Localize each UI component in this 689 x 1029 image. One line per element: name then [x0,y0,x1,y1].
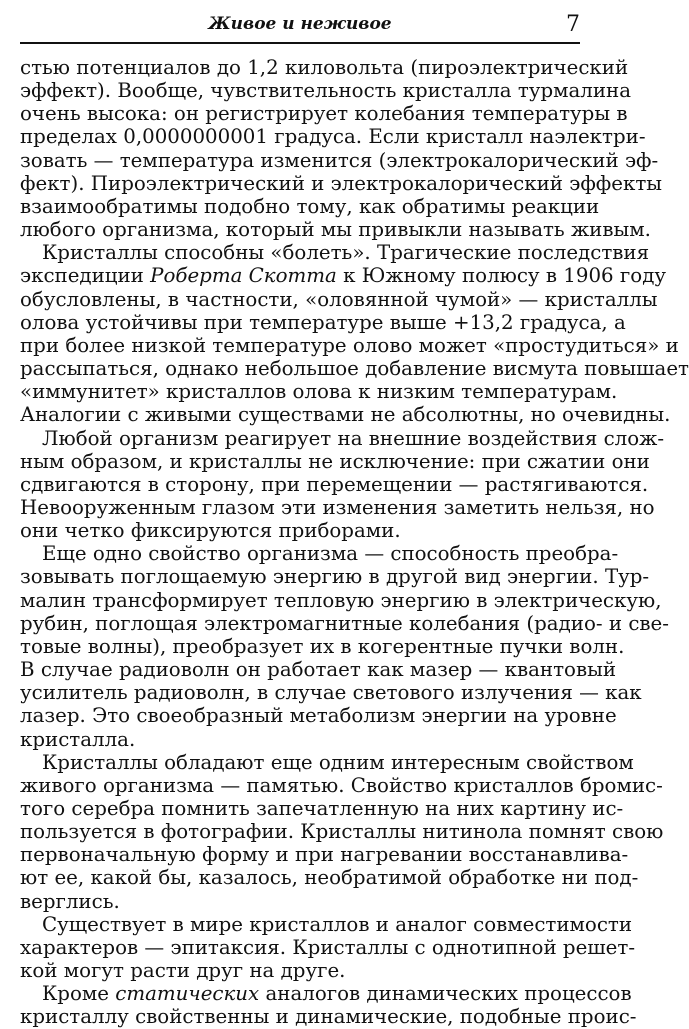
paragraph [20,426,665,543]
paragraph [20,542,669,751]
running-header [20,8,580,44]
text-line: рассыпаться, однако небольшое добавление висмута повышает [20,357,689,381]
text-line: первоначальную форму и при нагревании восстанавлива- [20,843,629,867]
text-line: лазер. Это своеобразный метаболизм энергии на уровне [20,704,617,728]
text-line: того серебра помнить запечатленную на них картину ис- [20,797,624,820]
text-line: стью потенциалов до 1,2 киловольта (пироэлектрический [20,56,629,79]
text-line: олова устойчивы при температуре выше +13,2 градуса, а [20,310,626,334]
text-line: ют ее, какой бы, казалось, необратимой обработке ни под- [20,866,639,890]
text-run: к Южному полюсу в 1906 году [336,264,667,288]
paragraph [20,241,689,427]
text-line: любого организма, который мы привыкли называть живым. [20,218,651,242]
text-line: ным образом, и кристаллы не исключение: при сжатии они [20,449,650,473]
text-run: аналогов динамических процессов [259,982,632,1006]
text-line: эффект). Вообще, чувствительность кристалла турмалина [20,79,632,103]
text-line [20,264,667,288]
paragraph [20,750,664,913]
text-line: характеров — эпитаксия. Кристаллы с однотипной решет- [20,935,636,959]
text-line: Невооруженным глазом эти изменения заметить нельзя, но [20,495,655,519]
text-line: рубин, поглощая электромагнитные колебания (радио- и све- [20,611,669,635]
running-header-title: Живое и неживое [208,14,392,34]
text-line: усилитель радиоволн, в случае светового излучения — как [20,681,642,705]
text-line: малин трансформирует тепловую энергию в электрическую, [20,588,662,612]
text-line [20,982,632,1006]
text-run: экспедиции [20,264,151,288]
text-line: Кристаллы обладают еще одним интересным свойством [42,750,634,774]
text-line: обусловлены, в частности, «оловянной чумой» — кристаллы [20,287,658,311]
text-line: очень высока: он регистрирует колебания температуры в [20,102,628,126]
italic-term: статических [115,982,260,1006]
paragraph [20,912,636,983]
text-line: кой могут расти друг на друге. [20,959,346,983]
text-line: Существует в мире кристаллов и аналог совместимости [42,912,633,936]
text-line: Еще одно свойство организма — способность преобра- [42,542,619,566]
text-line: Кристаллы способны «болеть». Трагические последствия [42,241,650,265]
body-text [20,56,689,1029]
text-line: они четко фиксируются приборами. [20,519,401,543]
text-line: зовывать поглощаемую энергию в другой вид энергии. Тур- [20,565,650,589]
text-line: пределах 0,0000000001 градуса. Если кристалл наэлектри- [20,125,646,149]
text-line: Аналогии с живыми существами не абсолютны, но очевидны. [20,403,671,427]
text-line: кристаллу свойственны и динамические, подобные проис- [20,1005,637,1029]
text-line: зовать — температура изменится (электрокалорический эф- [20,148,659,172]
paragraph [20,56,663,242]
text-line: товые волны), преобразует их в когерентные пучки волн. [20,634,625,658]
text-line: фект). Пироэлектрический и электрокалорический эффекты [20,171,663,195]
text-line: «иммунитет» кристаллов олова к низким температурам. [20,380,618,404]
text-line: кристалла. [20,727,136,751]
text-line: сдвигаются в сторону, при перемещении — растягиваются. [20,472,649,496]
text-line: верглись. [20,889,120,913]
text-line: пользуется в фотографии. Кристаллы нитинола помнят свою [20,820,664,844]
page-number: 7 [566,12,580,37]
paragraph [20,982,637,1029]
italic-name: Роберта Скотта [150,264,337,288]
text-line: живого организма — памятью. Свойство кристаллов бромис- [20,773,663,797]
text-line: взаимообратимы подобно тому, как обратимы реакции [20,194,600,218]
text-line: при более низкой температуре олово может «простудиться» и [20,333,679,357]
text-run: Кроме [42,982,116,1006]
text-line: В случае радиоволн он работает как мазер — квантовый [20,658,617,682]
text-line: Любой организм реагирует на внешние воздействия слож- [42,426,665,450]
